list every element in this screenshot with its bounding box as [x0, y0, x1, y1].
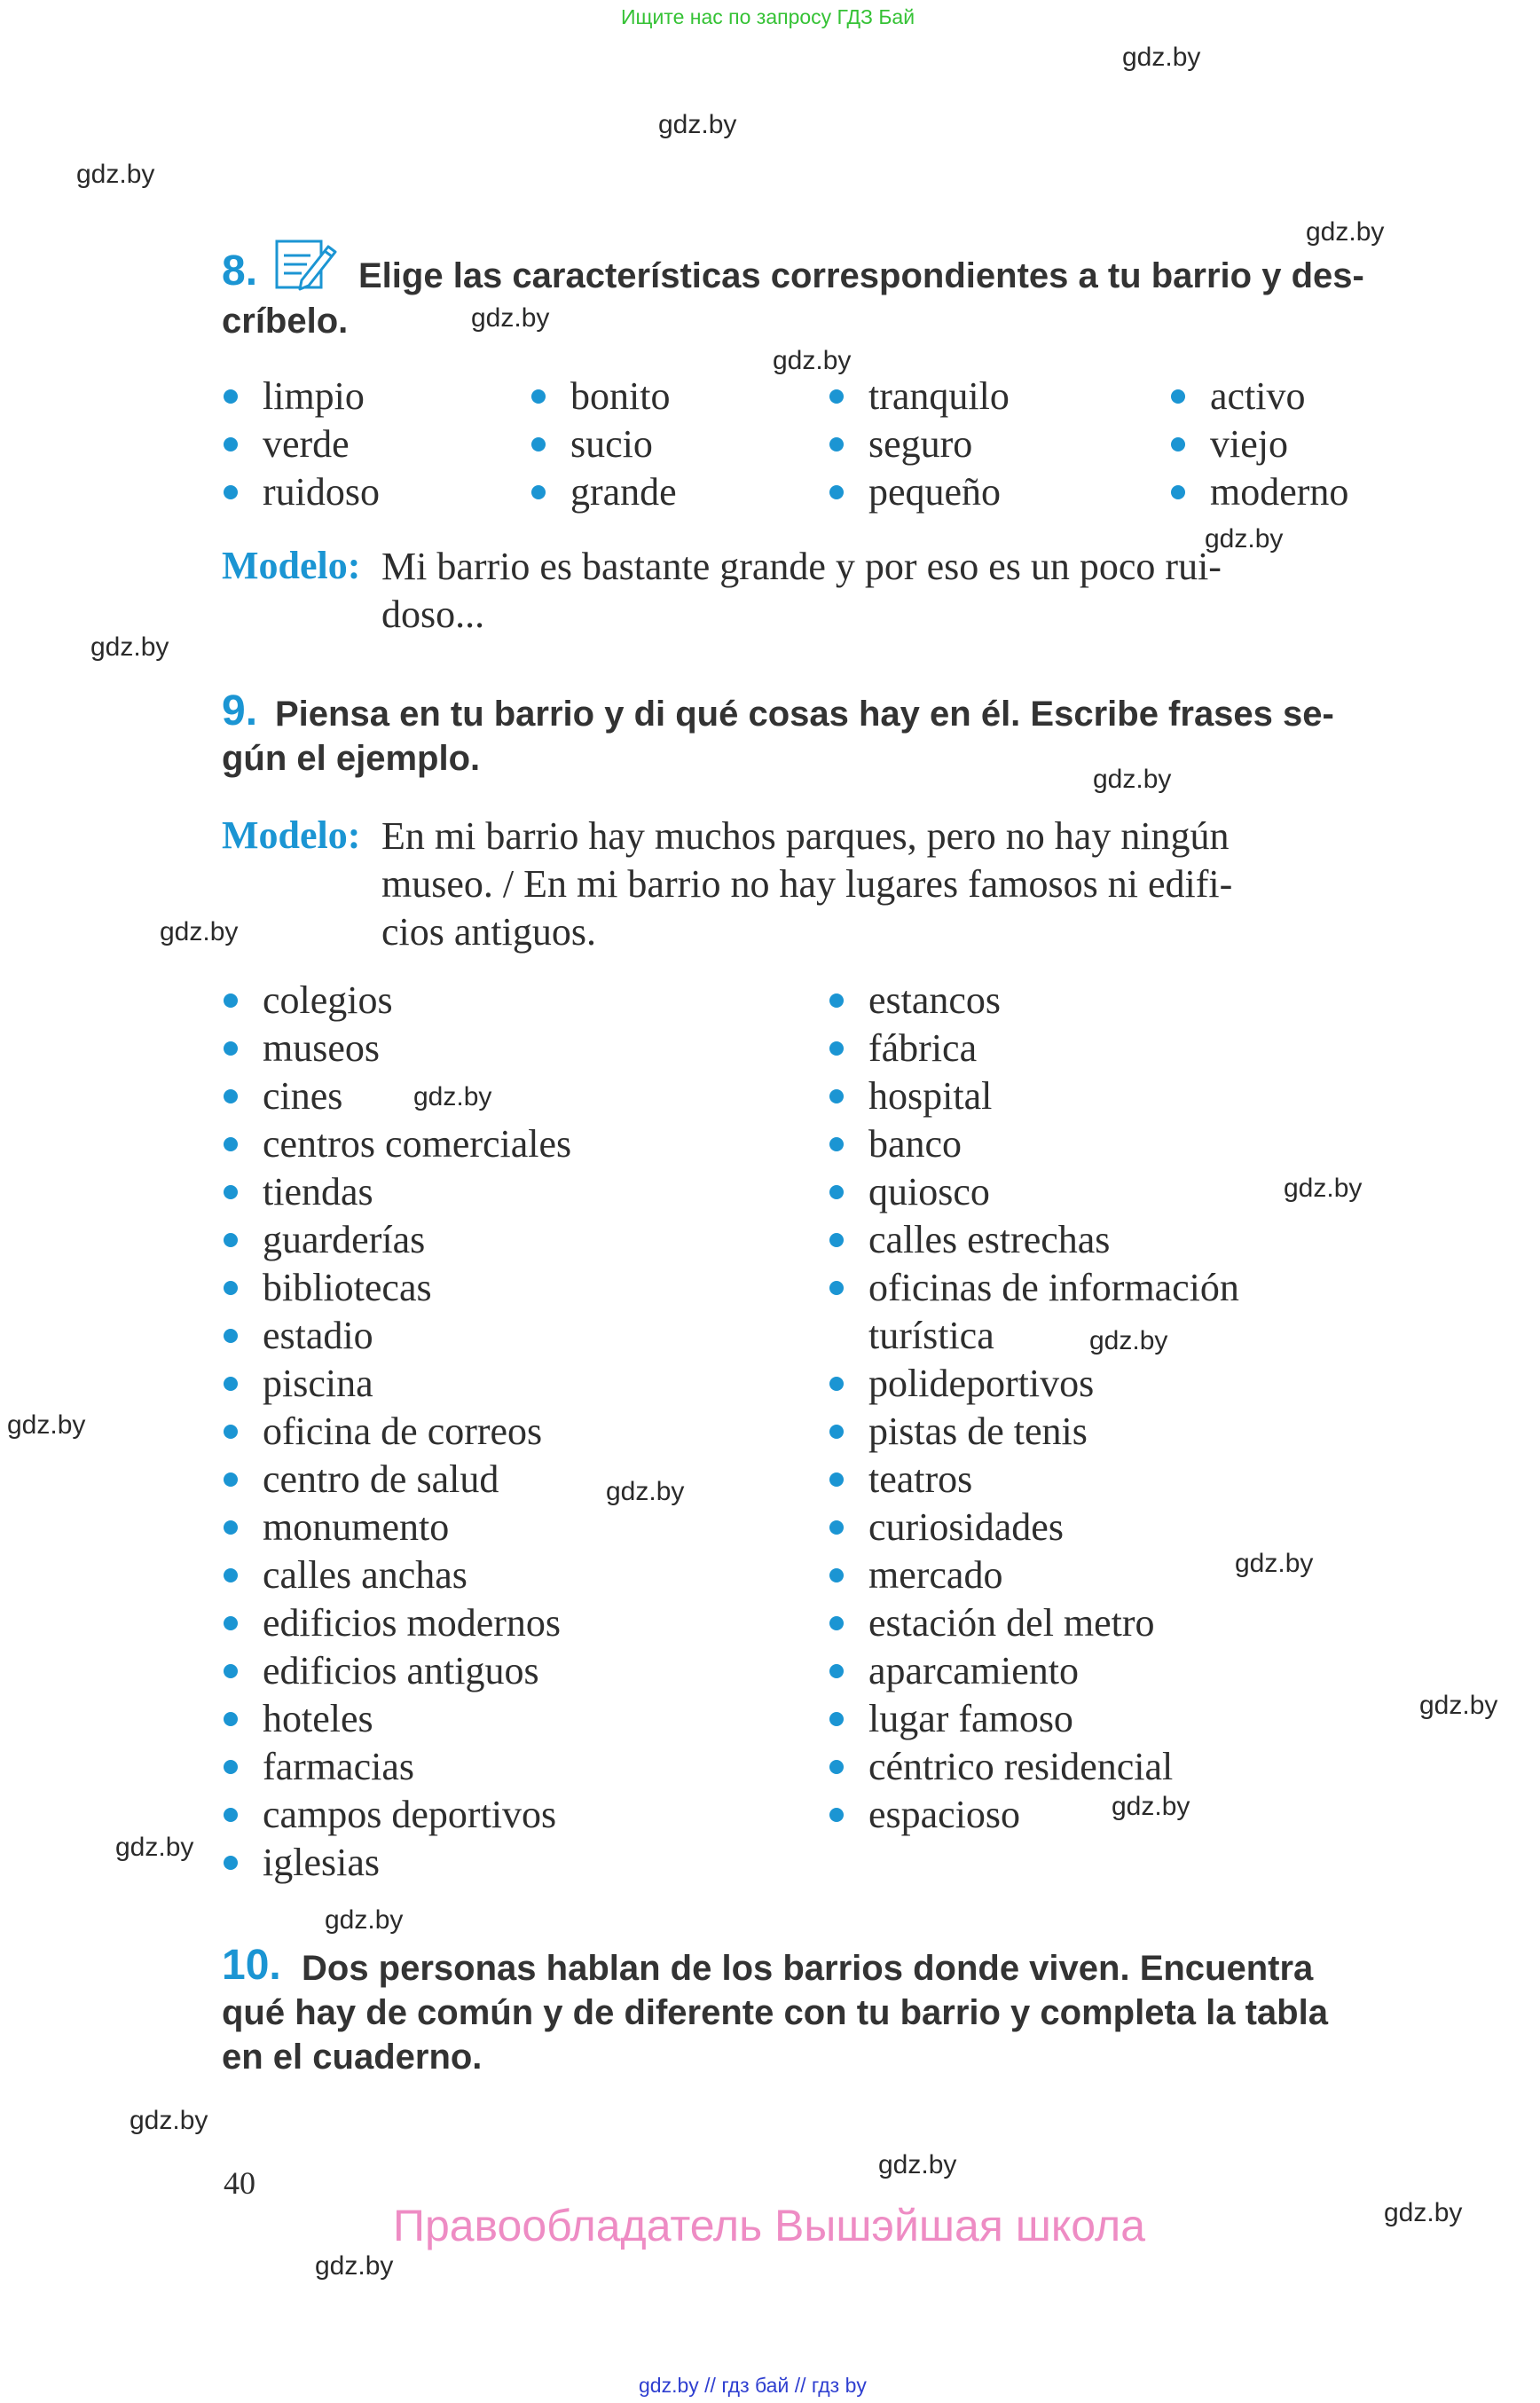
modelo-label: Modelo: [222, 544, 361, 587]
bullet-icon [224, 1425, 238, 1439]
bullet-icon [224, 1377, 238, 1391]
watermark: gdz.by [1235, 1549, 1314, 1578]
exercise-9-instruction: Piensa en tu barrio y di qué cosas hay en él. Escribe frases se- [275, 695, 1334, 734]
list-item: curiosidades [829, 1504, 1239, 1551]
list-item: monumento [224, 1504, 571, 1551]
bullet-icon [224, 993, 238, 1008]
list-item: colegios [224, 977, 571, 1025]
rights-holder: Правообладатель Вышэйшая школа [393, 2201, 1145, 2250]
bullet-icon [224, 1712, 238, 1726]
bullet-icon [224, 485, 238, 499]
modelo-text: Mi barrio es bastante grande y por eso es un poco rui- [381, 545, 1222, 588]
bullet-icon [829, 1089, 844, 1103]
list-item: calles estrechas [829, 1216, 1239, 1264]
list-item: guarderías [224, 1216, 571, 1264]
watermark: gdz.by [878, 2150, 957, 2179]
list-item: seguro [829, 420, 972, 468]
bullet-icon [829, 1425, 844, 1439]
bullet-icon [531, 485, 546, 499]
watermark: gdz.by [130, 2106, 208, 2135]
watermark: gdz.by [773, 346, 852, 375]
list-item: polideportivos [829, 1360, 1239, 1408]
watermark: gdz.by [160, 917, 239, 946]
left-word-list [224, 977, 571, 1887]
bullet-icon [829, 389, 844, 404]
list-item: céntrico residencial [829, 1743, 1239, 1791]
list-item: farmacias [224, 1743, 571, 1791]
list-item: tranquilo [829, 373, 1010, 420]
bullet-icon [829, 1377, 844, 1391]
watermark: gdz.by [325, 1905, 404, 1935]
bullet-icon [1171, 437, 1185, 452]
exercise-10-instruction: Dos personas hablan de los barrios donde viven. Encuentra [302, 1949, 1314, 1988]
exercise-10-number: 10. [222, 1942, 281, 1989]
list-item: bonito [531, 373, 670, 420]
bullet-icon [224, 1760, 238, 1774]
bullet-icon [224, 437, 238, 452]
list-item: campos deportivos [224, 1791, 571, 1839]
list-item: activo [1171, 373, 1306, 420]
bullet-icon [829, 1233, 844, 1247]
exercise-9-instruction-cont: gún el ejemplo. [222, 739, 481, 778]
exercise-8-instruction-cont: críbelo. [222, 302, 349, 341]
exercise-10-instruction-cont: en el cuaderno. [222, 2038, 483, 2077]
bullet-icon [829, 437, 844, 452]
watermark: gdz.by [413, 1082, 492, 1111]
bullet-icon [1171, 485, 1185, 499]
bullet-icon [829, 993, 844, 1008]
watermark: gdz.by [1284, 1174, 1363, 1203]
exercise-10-instruction-cont: qué hay de común y de diferente con tu barrio y completa la tabla [222, 1993, 1328, 2032]
bullet-icon [224, 1808, 238, 1822]
list-item: estadio [224, 1312, 571, 1360]
exercise-9-number: 9. [222, 687, 258, 734]
bullet-icon [1171, 389, 1185, 404]
bullet-icon [829, 1185, 844, 1199]
list-item: teatros [829, 1456, 1239, 1504]
list-item: fábrica [829, 1025, 1239, 1072]
list-item: hospital [829, 1072, 1239, 1120]
header-note: Ищите нас по запросу ГДЗ Бай [621, 5, 915, 28]
bullet-icon [829, 1760, 844, 1774]
list-item: oficinas de información [829, 1264, 1239, 1312]
list-item: piscina [224, 1360, 571, 1408]
bullet-icon [224, 1856, 238, 1870]
bullet-icon [224, 1616, 238, 1630]
watermark: gdz.by [606, 1477, 685, 1506]
bullet-icon [829, 1616, 844, 1630]
list-item: banco [829, 1120, 1239, 1168]
watermark: gdz.by [1419, 1691, 1498, 1720]
watermark: gdz.by [471, 303, 550, 333]
list-item: quiosco [829, 1168, 1239, 1216]
bullet-icon [829, 1664, 844, 1678]
bullet-icon [224, 1137, 238, 1151]
bullet-icon [224, 389, 238, 404]
list-item: centros comerciales [224, 1120, 571, 1168]
list-item: oficina de correos [224, 1408, 571, 1456]
bullet-icon [829, 1281, 844, 1295]
watermark: gdz.by [1205, 524, 1284, 554]
bullet-icon [531, 437, 546, 452]
watermark: gdz.by [90, 632, 169, 662]
list-item: estación del metro [829, 1599, 1239, 1647]
bullet-icon [224, 1281, 238, 1295]
watermark: gdz.by [1089, 1326, 1168, 1355]
footer-note: gdz.by // гдз бай // гдз by [639, 2374, 867, 2397]
list-item: sucio [531, 420, 653, 468]
modelo-text: En mi barrio hay muchos parques, pero no hay ningún [381, 814, 1230, 858]
bullet-icon [829, 1520, 844, 1535]
bullet-icon [224, 1520, 238, 1535]
watermark: gdz.by [315, 2251, 394, 2281]
bullet-icon [224, 1089, 238, 1103]
list-item: tiendas [224, 1168, 571, 1216]
bullet-icon [224, 1472, 238, 1487]
list-item-continuation: turística [868, 1314, 994, 1357]
list-item: cines [224, 1072, 571, 1120]
list-item: aparcamiento [829, 1647, 1239, 1695]
exercise-8-number: 8. [222, 247, 258, 294]
modelo-text: doso... [381, 593, 485, 636]
list-item: ruidoso [224, 468, 380, 516]
bullet-icon [224, 1041, 238, 1056]
list-item: verde [224, 420, 350, 468]
list-item: lugar famoso [829, 1695, 1239, 1743]
modelo-text: museo. / En mi barrio no hay lugares famosos ni edifi- [381, 862, 1233, 906]
page-number: 40 [224, 2165, 255, 2201]
bullet-icon [829, 1472, 844, 1487]
bullet-icon [531, 389, 546, 404]
bullet-icon [224, 1233, 238, 1247]
watermark: gdz.by [1384, 2198, 1463, 2227]
list-item: grande [531, 468, 677, 516]
bullet-icon [224, 1568, 238, 1582]
bullet-icon [829, 1041, 844, 1056]
watermark: gdz.by [1122, 43, 1201, 72]
bullet-icon [829, 1137, 844, 1151]
watermark: gdz.by [1112, 1792, 1190, 1821]
bullet-icon [829, 1808, 844, 1822]
list-item: viejo [1171, 420, 1288, 468]
bullet-icon [829, 1568, 844, 1582]
watermark: gdz.by [1093, 765, 1172, 794]
bullet-icon [829, 1712, 844, 1726]
modelo-text: cios antiguos. [381, 910, 596, 954]
watermark: gdz.by [76, 160, 155, 189]
list-item: edificios modernos [224, 1599, 571, 1647]
bullet-icon [829, 485, 844, 499]
notebook-pencil-icon [275, 236, 339, 291]
list-item: calles anchas [224, 1551, 571, 1599]
watermark: gdz.by [1306, 217, 1385, 247]
list-item: pequeño [829, 468, 1001, 516]
list-item: centro de salud [224, 1456, 571, 1504]
list-item: hoteles [224, 1695, 571, 1743]
modelo-label: Modelo: [222, 813, 361, 857]
list-item: bibliotecas [224, 1264, 571, 1312]
right-word-list [829, 977, 1239, 1839]
list-item: pistas de tenis [829, 1408, 1239, 1456]
list-item: edificios antiguos [224, 1647, 571, 1695]
watermark: gdz.by [7, 1410, 86, 1440]
bullet-icon [224, 1329, 238, 1343]
watermark: gdz.by [115, 1833, 194, 1862]
bullet-icon [224, 1185, 238, 1199]
list-item: espacioso [829, 1791, 1239, 1839]
list-item: iglesias [224, 1839, 571, 1887]
list-item: museos [224, 1025, 571, 1072]
exercise-8-instruction: Elige las características correspondientes a tu barrio y des- [358, 256, 1364, 295]
list-item: mercado [829, 1551, 1239, 1599]
list-item: estancos [829, 977, 1239, 1025]
bullet-icon [224, 1664, 238, 1678]
list-item: moderno [1171, 468, 1348, 516]
list-item: limpio [224, 373, 365, 420]
watermark: gdz.by [658, 110, 737, 139]
